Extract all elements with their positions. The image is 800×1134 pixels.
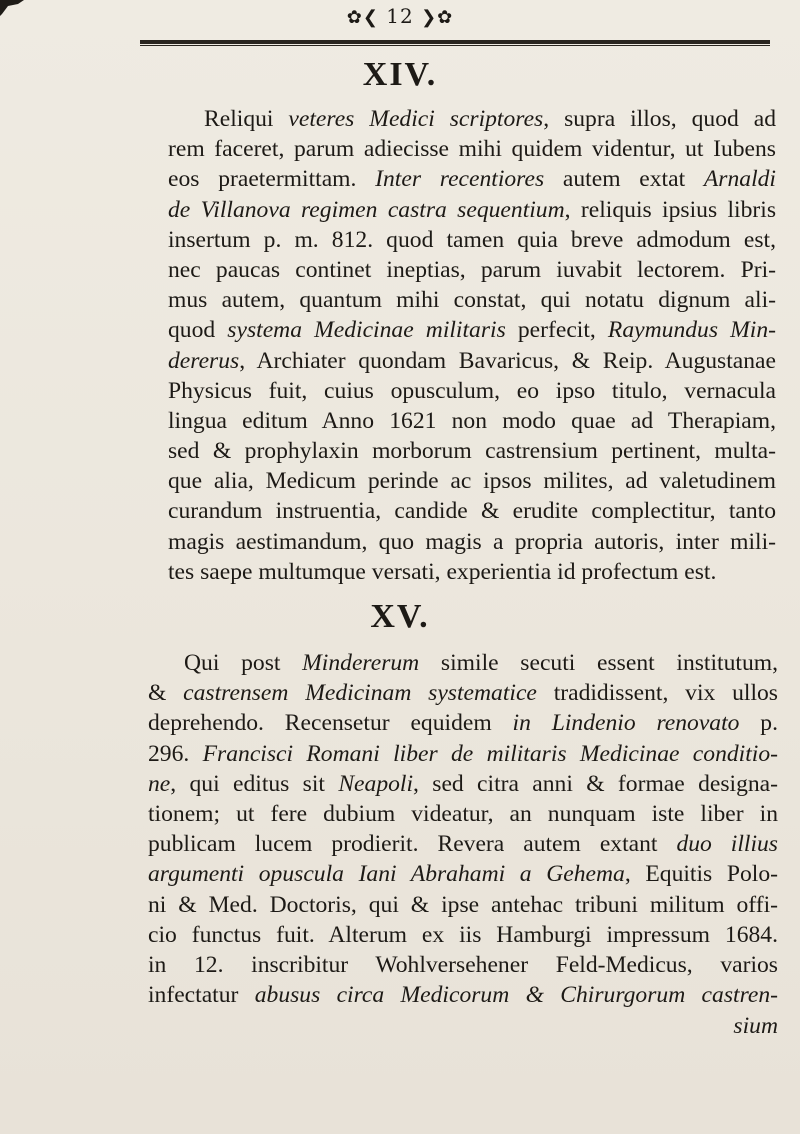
text-run: , Equitis Polo- (624, 861, 778, 888)
text-run: in 12. inscribitur Wohlversehener Feld-Medicus, varios (148, 951, 778, 978)
page-number: 12 (386, 4, 414, 28)
text-line (148, 950, 778, 980)
text-line (148, 920, 778, 950)
text-run: Reliqui (204, 106, 289, 132)
header-ornament-right: ❯✿ (421, 7, 454, 28)
text-run: tradidissent, vix ullos (536, 680, 778, 707)
italic-run: ne (148, 770, 171, 797)
text-run: , qui editus sit (170, 770, 339, 797)
text-line (148, 890, 778, 920)
text-run: Physicus fuit, cuius opusculum, eo ipso titulo, vernacula (168, 377, 776, 404)
italic-run: in Lindenio renovato (512, 710, 740, 737)
section-xiv-text (168, 104, 776, 587)
text-line (168, 104, 776, 134)
header-rule-thin (140, 45, 770, 46)
text-line (168, 285, 776, 315)
page-corner-mark (0, 0, 24, 16)
text-run: autem extat (544, 166, 704, 193)
text-run: tes saepe multumque versati, experientia id profectum est. (168, 558, 717, 585)
italic-run: de Villanova regimen castra sequentium (168, 196, 565, 223)
text-line (168, 315, 776, 345)
text-run: & (148, 680, 184, 707)
text-run: deprehendo. Recensetur equidem (148, 710, 513, 737)
text-line (168, 225, 776, 255)
italic-run: dererus (168, 347, 240, 374)
text-run: rem faceret, parum adiecisse mihi quidem videntur, ut Iubens (168, 136, 776, 163)
italic-run: Neapoli (338, 770, 414, 797)
text-line (148, 648, 778, 678)
text-run: infectatur (148, 982, 255, 1009)
catchword-text: sium (733, 1013, 778, 1039)
text-line (168, 527, 776, 557)
text-run: , reliquis ipsius libris (564, 196, 776, 223)
section-title-xiv: XIV. (362, 56, 438, 93)
text-line (148, 769, 778, 799)
text-run: p. (739, 710, 778, 737)
text-line (168, 436, 776, 466)
text-run: quod (168, 317, 228, 344)
text-line (168, 195, 776, 225)
section-title-xv: XV. (370, 598, 430, 635)
text-run: insertum p. m. 812. quod tamen quia breve admodum est, (168, 226, 776, 253)
header-rule (140, 40, 770, 44)
text-run: simile secuti essent institutum, (419, 650, 778, 676)
text-line (148, 980, 778, 1010)
italic-run: castrensem Medicinam systematice (183, 680, 537, 707)
text-run: 296. (148, 740, 203, 767)
text-run: , supra illos, quod ad (543, 106, 776, 132)
text-run: Qui post (184, 650, 303, 676)
text-run: cio functus fuit. Alterum ex iis Hamburgi impressum 1684. (148, 921, 778, 948)
italic-run: Raymundus Min- (607, 317, 776, 344)
text-line (148, 708, 778, 738)
text-run: ni & Med. Doctoris, qui & ipse antehac tribuni militum offi- (148, 891, 778, 918)
text-run: perfecit, (505, 317, 608, 344)
italic-run: systema Medicinae militaris (227, 317, 506, 344)
text-line (168, 466, 776, 496)
text-line (148, 739, 778, 769)
text-run: lingua editum Anno 1621 non modo quae ad Therapiam, (168, 407, 776, 434)
text-run: nec paucas continet ineptias, parum iuvabit lectorem. Pri- (168, 256, 776, 283)
text-run: sed & prophylaxin morborum castrensium pertinent, multa- (168, 438, 776, 465)
catchword (148, 1011, 778, 1041)
text-line (168, 164, 776, 194)
text-line (148, 678, 778, 708)
text-line (168, 346, 776, 376)
text-run: publicam lucem prodierit. Revera autem extant (148, 831, 677, 858)
italic-run: duo illius (676, 831, 778, 858)
text-line (168, 255, 776, 285)
text-run: , sed citra anni & formae designa- (413, 770, 778, 797)
catchword-block (148, 1011, 778, 1041)
italic-run: Francisci Romani liber de militaris Medicinae conditio- (202, 740, 778, 767)
italic-run: Inter recentiores (375, 166, 545, 193)
text-run: magis aestimandum, quo magis a propria autoris, inter mili- (168, 528, 776, 555)
italic-run: abusus circa Medicorum & Chirurgorum castren- (254, 982, 778, 1009)
header-ornament-left: ✿❮ (346, 7, 379, 28)
text-line (168, 376, 776, 406)
text-line (148, 829, 778, 859)
text-line (168, 406, 776, 436)
text-run: mus autem, quantum mihi constat, qui notatu dignum ali- (168, 287, 776, 314)
text-line (148, 859, 778, 889)
text-line (168, 496, 776, 526)
italic-run: argumenti opuscula Iani Abrahami a Gehema (148, 861, 625, 888)
text-run: tionem; ut fere dubium videatur, an nunquam iste liber in (148, 800, 778, 827)
text-line (168, 557, 776, 587)
italic-run: Arnaldi (703, 166, 776, 193)
text-run: eos praetermittam. (168, 166, 376, 193)
section-xv-text (148, 648, 778, 1010)
text-run: curandum instruentia, candide & erudite complectitur, tanto (168, 498, 776, 525)
text-line (148, 799, 778, 829)
text-line (168, 134, 776, 164)
italic-run: Mindererum (302, 650, 420, 676)
text-run: , Archiater quondam Bavaricus, & Reip. Augustanae (239, 347, 776, 374)
italic-run: veteres Medici scriptores (288, 106, 544, 132)
running-header (240, 0, 560, 32)
text-run: que alia, Medicum perinde ac ipsos milites, ad valetudinem (168, 468, 776, 495)
